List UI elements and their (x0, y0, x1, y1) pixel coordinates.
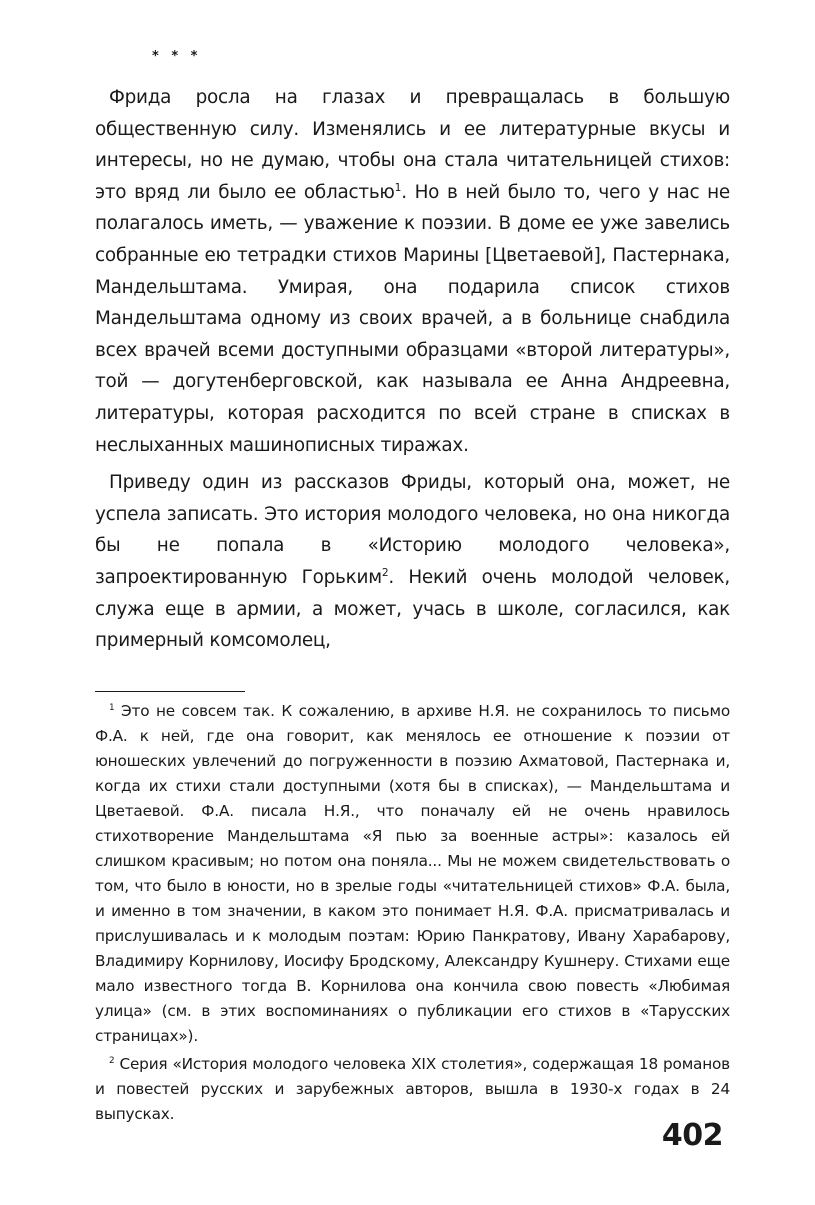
paragraph-1-text-b: . Но в ней было то, чего у нас не полагалось иметь, — уважение к поэзии. В доме ее уже завелись собранные ею тетрадки стихов Марины [Цветаевой], Пастернака, Мандельштама. Умирая, она подарила список стихов Мандельштама одному из своих врачей, а в больнице снабдила всех врачей всеми доступными образцами «второй литературы», той — догутенберговской, как называла ее Анна Андреевна, литературы, которая расходится по всей стране в списках в неслыханных машинописных тиражах. (95, 181, 730, 456)
paragraph-2-text-a: Приведу один из рассказов Фриды, который она, может, не успела записать. Это история молодого человека, но она никогда бы не попала в «Историю молодого человека», запроектированную Горьким (95, 472, 730, 588)
footnotes (95, 699, 730, 1127)
paragraph-1 (95, 82, 730, 461)
footnote-ref-2[interactable]: 2 (381, 565, 389, 579)
footnote-2 (95, 1052, 730, 1127)
footnote-2-text: Серия «История молодого человека XIX столетия», содержащая 18 романов и повестей русских и зарубежных авторов, вышла в 1930-х годах в 24 выпусках. (95, 1054, 730, 1123)
page-number: 402 (661, 1118, 723, 1153)
footnote-1 (95, 699, 730, 1049)
main-text (95, 82, 730, 657)
footnote-1-text: Это не совсем так. К сожалению, в архиве Н.Я. не сохранилось то письмо Ф.А. к ней, где она говорит, как менялось ее отношение к поэзии от юношеских увлечений до погруженности в поэзию Ахматовой, Пастернака и, когда их стихи стали доступными (хотя бы в списках), — Мандельштама и Цветаевой. Ф.А. писала Н.Я., что поначалу ей не очень нравилось стихотворение Мандельштама «Я пью за военные астры»: казалось ей слишком красивым; но потом она поняла... Мы не можем свидетельствовать о том, что было в юности, но в зрелые годы «читательницей стихов» Ф.А. была, и именно в том значении, в каком это понимает Н.Я. Ф.А. присматривалась и прислушивалась и к молодым поэтам: Юрию Панкратову, Ивану Харабарову, Владимиру Корнилову, Иосифу Бродскому, Александру Кушнеру. Стихами еще мало известного тогда В. Корнилова она кончила свою повесть «Любимая улица» (см. в этих воспоминаниях о публикации его стихов в «Тарусских страницах»). (95, 701, 730, 1045)
footnote-1-number: 1 (109, 702, 115, 713)
footnote-ref-1[interactable]: 1 (394, 180, 402, 194)
paragraph-2 (95, 467, 730, 657)
page (95, 48, 730, 1127)
paragraph-2-text-b: . Некий очень молодой человек, служа еще в армии, а может, учась в школе, согласился, как примерный комсомолец, (95, 566, 730, 652)
section-separator: * * * (152, 49, 202, 64)
footnote-divider (95, 691, 245, 692)
footnote-2-number: 2 (109, 1055, 115, 1066)
paragraph-1-text-a: Фрида росла на глазах и превращалась в большую общественную силу. Изменялись и ее литературные вкусы и интересы, но не думаю, чтобы она стала читательницей стихов: это вряд ли было ее областью (95, 87, 730, 203)
